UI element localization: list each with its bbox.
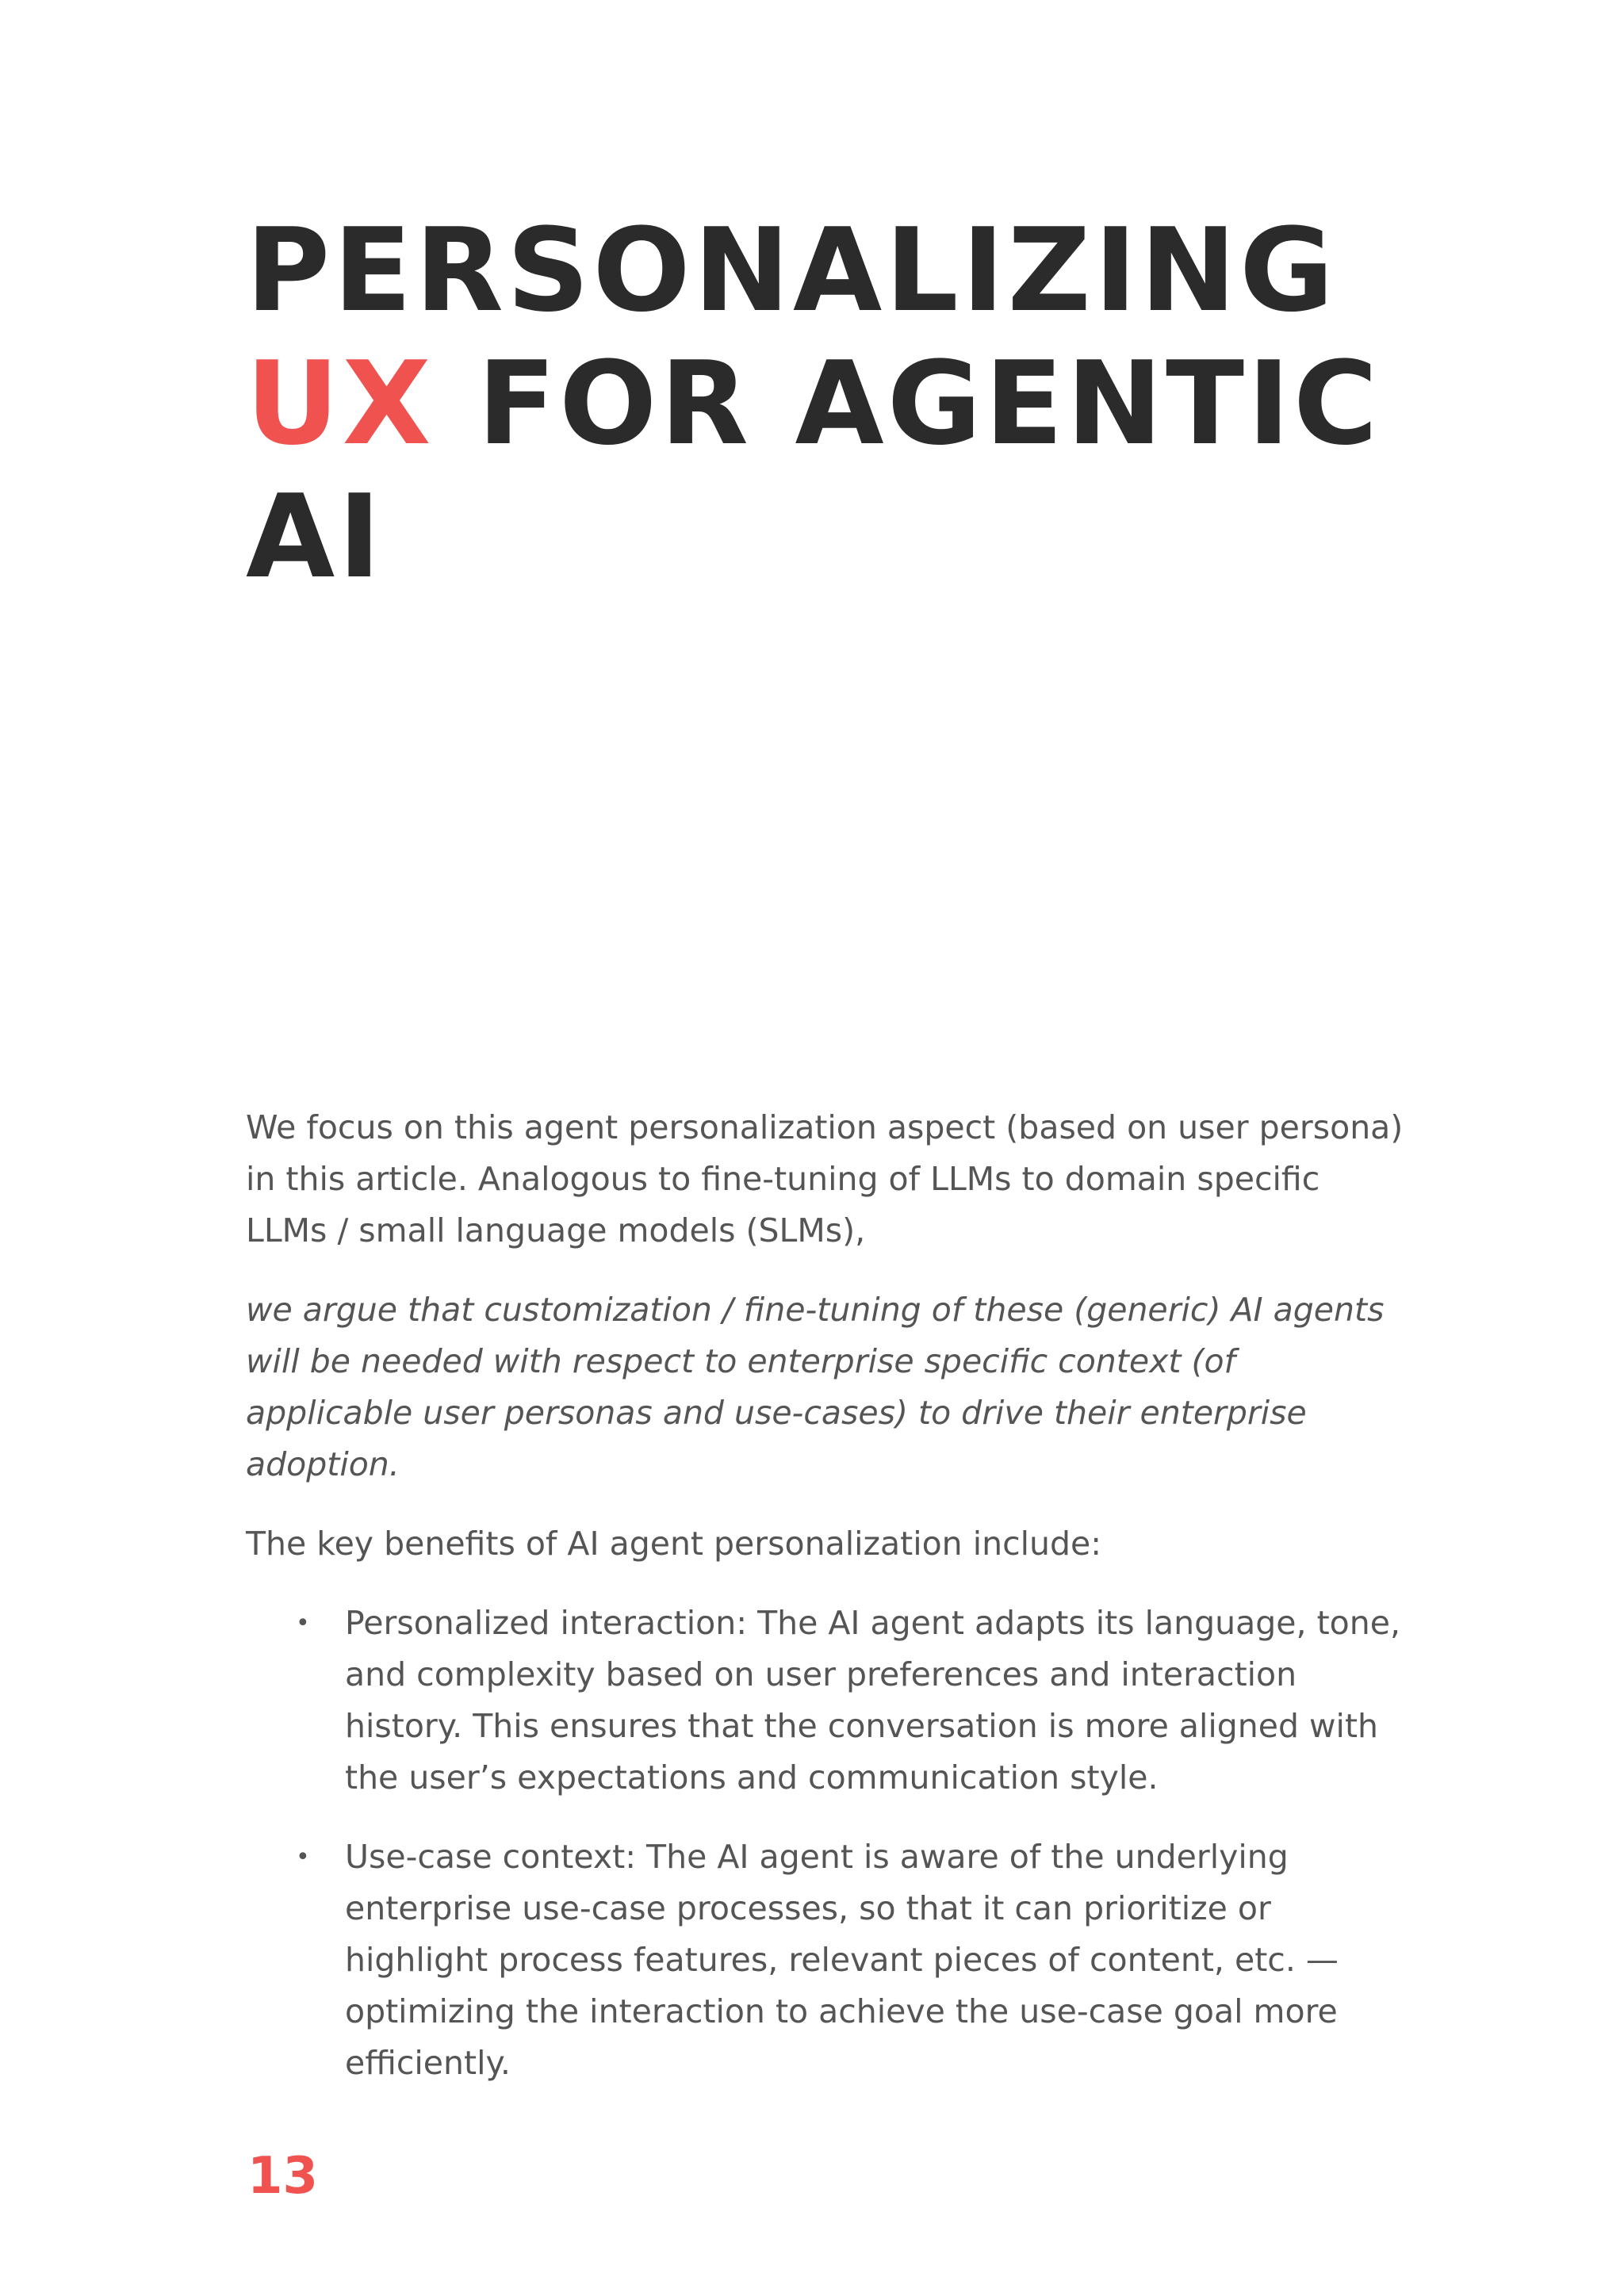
bullet-icon: •: [296, 1843, 310, 1871]
title-line-1: PERSONALIZING: [246, 204, 1338, 338]
emphasis-paragraph: we argue that customization / fine-tuning of these (generic) AI agents will be needed with respect to enterprise specific context (of applicable user personas and use-cases) to drive their enterprise adoption.: [246, 1291, 1385, 1483]
page-title: [246, 205, 1381, 604]
bullet-icon: •: [296, 1609, 310, 1637]
list-item-text: Personalized interaction: The AI agent adapts its language, tone, and complexity based on user preferences and interaction history. This ensures that the conversation is more aligned with the user’s expectations and communication style.: [345, 1604, 1400, 1797]
benefits-intro: The key benefits of AI agent personalization include:: [246, 1525, 1102, 1563]
title-line-2-rest: FOR AGENTIC: [434, 337, 1381, 471]
intro-paragraph: We focus on this agent personalization aspect (based on user persona) in this article. Analogous to fine-tuning of LLMs to domain specific LLMs / small language models (SLMs),: [246, 1108, 1404, 1249]
page-number: 13: [247, 2147, 319, 2206]
list-item: [296, 1831, 1404, 2089]
list-item: [296, 1598, 1404, 1804]
benefits-list: [246, 1598, 1404, 2089]
title-accent-word: UX: [246, 337, 435, 471]
title-line-3: AI: [246, 470, 385, 604]
list-item-text: Use-case context: The AI agent is aware of the underlying enterprise use-case processes, so that it can prioritize or highlight process features, relevant pieces of content, etc. — optimizing the interaction to achieve the use-case goal more efficiently.: [345, 1838, 1339, 2082]
article-body: [246, 1102, 1404, 2117]
